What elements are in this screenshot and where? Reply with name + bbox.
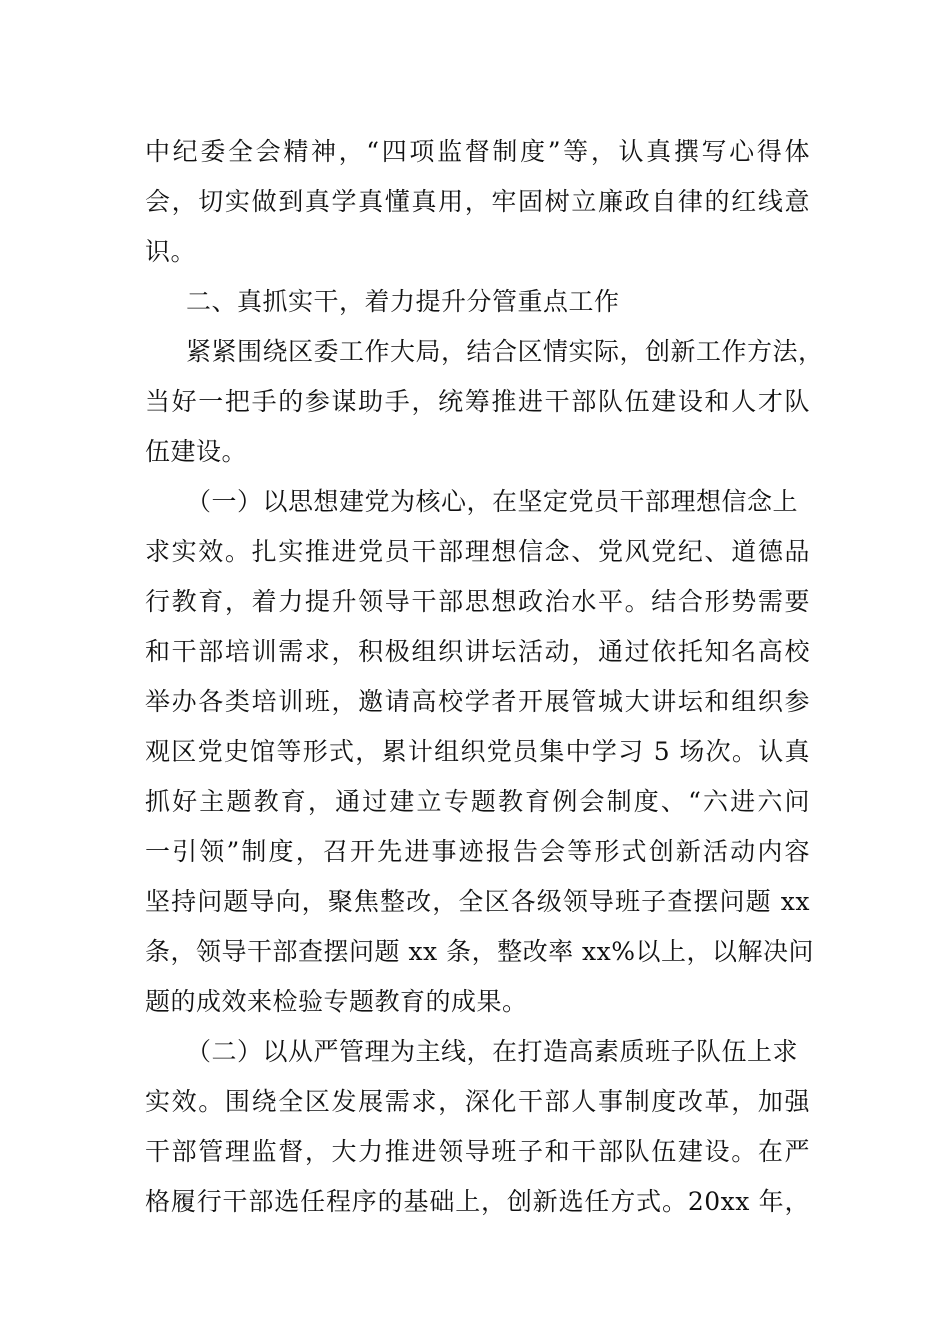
text-line: 求实效。扎实推进党员干部理想信念、党风党纪、道德品 (145, 537, 810, 566)
text-line: 伍建设。 (145, 437, 248, 466)
text-line: 识。 (145, 237, 197, 266)
text-line: 抓好主题教育，通过建立专题教育例会制度、“六进六问 (145, 787, 810, 816)
subsection-heading: （二）以从严管理为主线，在打造高素质班子队伍上求 (186, 1037, 799, 1066)
text-line: 会，切实做到真学真懂真用，牢固树立廉政自律的红线意 (145, 187, 810, 216)
text-line: 行教育，着力提升领导干部思想政治水平。结合形势需要 (145, 587, 810, 616)
text-line: 实效。围绕全区发展需求，深化干部人事制度改革，加强 (145, 1087, 810, 1116)
text-line: 和干部培训需求，积极组织讲坛活动，通过依托知名高校 (145, 637, 810, 666)
text-line: 题的成效来检验专题教育的成果。 (145, 987, 528, 1016)
text-line: 条，领导干部查摆问题 xx 条，整改率 xx%以上，以解决问 (145, 937, 814, 966)
section-heading: 二、真抓实干，着力提升分管重点工作 (186, 287, 620, 316)
text-line: 坚持问题导向，聚焦整改，全区各级领导班子查摆问题 xx (145, 887, 810, 916)
text-line: 当好一把手的参谋助手，统筹推进干部队伍建设和人才队 (145, 387, 810, 416)
text-line: 一引领”制度，召开先进事迹报告会等形式创新活动内容 (145, 837, 810, 866)
text-line: 格履行干部选任程序的基础上，创新选任方式。20xx 年， (145, 1187, 810, 1216)
subsection-heading: （一）以思想建党为核心，在坚定党员干部理想信念上 (186, 487, 799, 516)
text-line: 中纪委全会精神，“四项监督制度”等，认真撰写心得体 (145, 137, 810, 166)
text-line: 观区党史馆等形式，累计组织党员集中学习 5 场次。认真 (145, 737, 810, 766)
text-line: 干部管理监督，大力推进领导班子和干部队伍建设。在严 (145, 1137, 810, 1166)
text-line: 紧紧围绕区委工作大局，结合区情实际，创新工作方法， (186, 337, 824, 366)
text-line: 举办各类培训班，邀请高校学者开展管城大讲坛和组织参 (145, 687, 810, 716)
